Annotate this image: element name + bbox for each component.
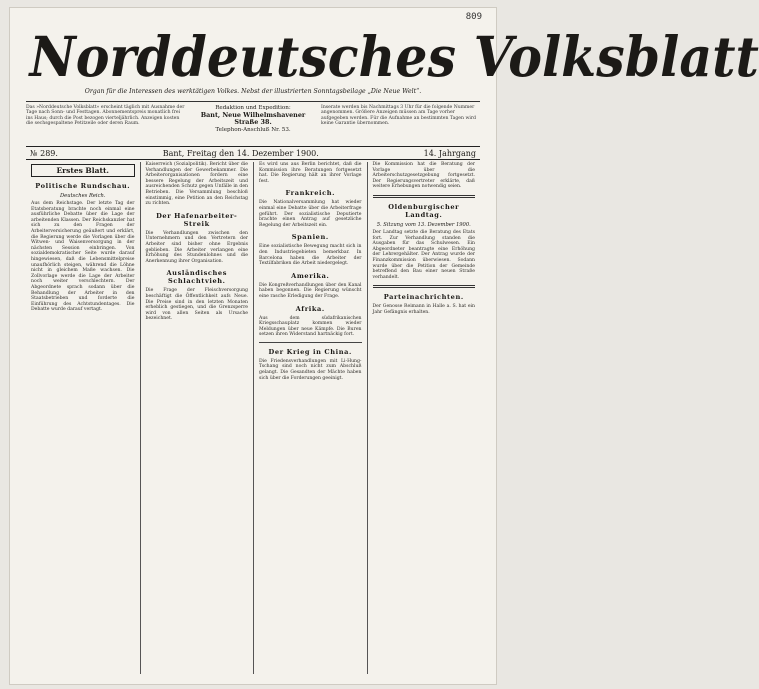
article-text: Die Friedensverhandlungen mit Li-Hung-Tschang sind noch nicht zum Abschluß gelangt. Die Gesandten der Mächte haben sich über die Forderungen geeinigt.	[259, 358, 362, 381]
section-heading: Politische Rundschau.	[35, 182, 131, 190]
article-text: Aus dem Reichstage. Der letzte Tag der Etatsberatung brachte noch einmal eine ausführliche Debatte über die Lage der arbeitenden Klassen. Der Reichskanzler hat sich zu den Fragen der Arbeiterversicherung geäußert und erklärt, die Regierung werde die Vorlagen über die Witwen- und Waisenversorgung in der nächsten Session einbringen. Von sozialdemokratischer Seite wurde darauf hingewiesen, daß die Lebensmittelpreise unaufhörlich steigen, während die Löhne nicht in gleichem Maße wachsen. Die Zollvorlage werde die Lage der Arbeiter noch weiter verschlechtern. Der Abgeordnete sprach sodann über die Behandlung der Arbeiter in den Staatsbetrieben und forderte die Einführung des Achtstundentages. Die Debatte wurde darauf vertagt.	[31, 201, 135, 313]
column-2	[140, 162, 254, 674]
article-text: Die Nationalversammlung hat wieder einmal eine Debatte über die Arbeiterfrage geführt. Der sozialistische Deputierte brachte einen Antrag auf gesetzliche Regelung der Arbeitszeit ein.	[259, 200, 362, 228]
info-center-heading: Redaktion und Expedition:	[215, 105, 291, 111]
column-1	[26, 162, 140, 674]
section-subheading: 5. Sitzung vom 13. Dezember 1900.	[376, 221, 471, 228]
info-right: Inserate werden bis Nachmittags 3 Uhr für die folgende Nummer angenommen. Größere Anzeigen müssen am Tage vorher aufgegeben werden. Für die Aufnahme an bestimmten Tagen wird keine Garantie übernommen.	[321, 105, 476, 127]
article-text: Die Frage der Fleischversorgung beschäftigt die Öffentlichkeit aufs Neue. Die Preise sind in den letzten Monaten erheblich gestiegen, und die Grenzsperre wird von allen Seiten als Ursache bezeichnet.	[145, 288, 248, 322]
article-text: Kaiserreich (Sozialpolitik). Bericht über die Verhandlungen der Gewerbekammer. Die Arbeiterorganisationen fordern eine bessere Regelung der Arbeitszeit und ausreichenden Schutz gegen Unfälle in den Betrieben. Die Versammlung beschloß einstimmig, eine Petition an den Reichstag zu richten.	[145, 162, 248, 207]
section-heading: Amerika.	[291, 271, 330, 280]
masthead-title: Norddeutsches Volksblatt	[29, 24, 759, 89]
column-4	[367, 162, 481, 674]
divider	[373, 285, 476, 288]
dateline	[26, 146, 480, 160]
columns	[26, 162, 480, 674]
section-heading: Der Krieg in China.	[268, 347, 352, 356]
article-text: Der Genosse Reimann in Halle a. S. hat ein Jahr Gefängnis erhalten.	[372, 304, 475, 315]
newspaper-page	[10, 8, 759, 684]
volume-number: 14. Jahrgang	[423, 148, 476, 158]
section-heading: Spanien.	[291, 233, 329, 242]
issue-date: Bant, Freitag den 14. Dezember 1900.	[162, 148, 319, 158]
section-heading: Parteinachrichten.	[383, 293, 464, 302]
divider	[259, 342, 362, 343]
info-left: Das »Norddeutsche Volksblatt« erscheint täglich mit Ausnahme der Tage nach Sonn- und Festtagen. Abonnementspreis monatlich frei ins Haus; durch die Post bezogen vierteljährlich. Anzeigen kosten die sechsgespaltene Petitzeile oder deren Raum.	[26, 105, 185, 127]
first-sheet-label: Erstes Blatt.	[31, 164, 135, 177]
article-text: Die Kommission hat die Beratung der Vorlage über die Arbeiterschutzgesetzgebung fortgesetzt. Der Regierungsvertreter erklärte, daß weitere Erhebungen notwendig seien.	[372, 162, 475, 190]
info-bar	[26, 101, 480, 140]
section-heading: Ausländisches Schlachtvieh.	[166, 269, 228, 286]
article-text: Eine sozialistische Bewegung macht sich in den Industriegebieten bemerkbar. In Barcelona haben die Arbeiter der Textilfabriken die Arbeit niedergelegt.	[259, 244, 362, 267]
article-text: Die Kongreßverhandlungen über den Kanal haben begonnen. Die Regierung wünscht eine rasche Erledigung der Frage.	[259, 282, 362, 299]
masthead-subtitle: Organ für die Interessen des werktätigen Volkes. Nebst der illustrierten Sonntagsbeilage „Die Neue Welt“.	[84, 88, 422, 95]
info-center	[193, 102, 313, 140]
column-3	[253, 162, 367, 674]
section-subheading: Deutsches Reich.	[60, 193, 106, 199]
article-text: Die Verhandlungen zwischen den Unternehmern und den Vertretern der Arbeiter sind bisher ohne Ergebnis geblieben. Die Arbeiter verlangen eine Erhöhung des Stundenlohnes und die Anerkennung ihrer Organisation.	[145, 230, 248, 264]
issue-number: № 289.	[30, 148, 58, 158]
section-heading: Afrika.	[295, 304, 325, 313]
page-number: 809	[465, 12, 482, 22]
section-heading: Oldenburgischer Landtag.	[388, 202, 460, 219]
info-center-address: Bant, Neue Wilhelmshavener Straße 38.	[200, 110, 306, 127]
section-heading: Der Hafenarbeiter-Streik	[156, 211, 238, 228]
divider	[373, 195, 476, 198]
article-text: Es wird uns aus Berlin berichtet, daß die Kommission ihre Beratungen fortgesetzt hat. Die Regierung hält an ihrer Vorlage fest.	[259, 162, 362, 184]
info-center-phone: Telephon-Anschluß Nr. 53.	[215, 126, 291, 133]
article-text: Aus dem südafrikanischen Kriegsschauplatz kommen wieder Meldungen über neue Kämpfe. Die Buren setzen ihren Widerstand hartnäckig fort.	[259, 315, 362, 338]
section-heading: Frankreich.	[285, 189, 336, 198]
article-text: Der Landtag setzte die Beratung des Etats fort. Zur Verhandlung standen die Ausgaben für das Schulwesen. Ein Abgeordneter beantragte eine Erhöhung der Lehrergehälter. Der Antrag wurde der Finanzkommission überwiesen. Sodann wurde über die Petition der Gemeinde betreffend den Bau einer neuen Straße verhandelt.	[372, 229, 475, 280]
